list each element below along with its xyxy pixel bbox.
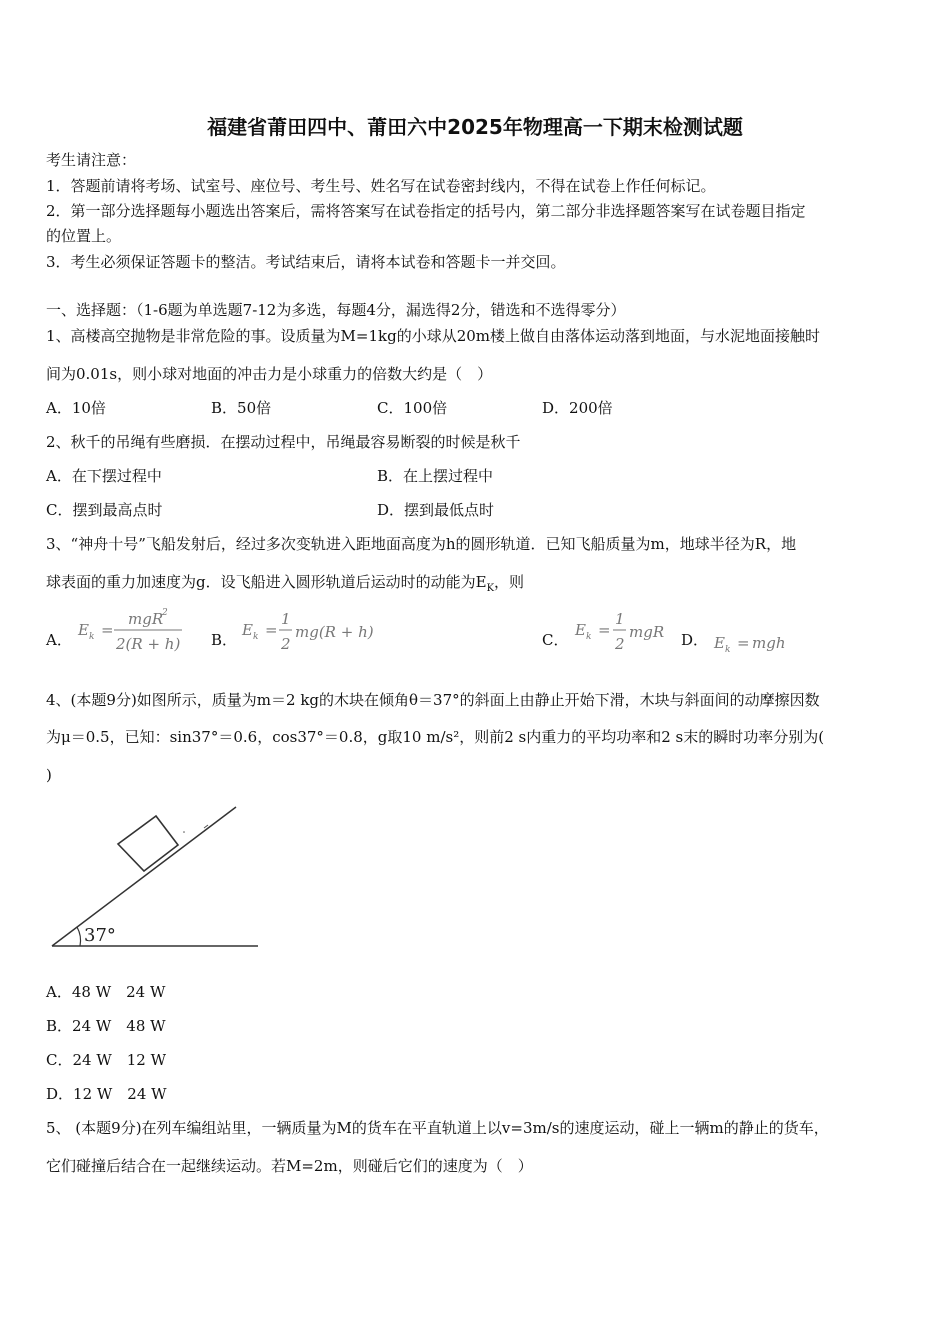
block [118, 816, 178, 871]
q1-option-a: A．10倍 [46, 399, 106, 417]
angle-arc [77, 927, 81, 946]
angle-label: 37° [84, 925, 116, 946]
formula-b-den: 2 [281, 635, 291, 653]
formula-c-den: 2 [615, 635, 625, 653]
notice-item-2-cont: 的位置上。 [46, 227, 122, 245]
q1-option-b: B．50倍 [211, 399, 272, 417]
question-1-text-cont: 间为0.01s，则小球对地面的冲击力是小球重力的倍数大约是（ ） [46, 365, 493, 383]
question-4-text-cont: 为μ＝0.5，已知：sin37°＝0.6，cos37°＝0.8，g取10 m/s²，则前2 s内重力的平均功率和2 s末的瞬时功率分别为( [46, 728, 825, 746]
q3-option-d: D． [681, 631, 709, 649]
question-1-text: 1、高楼高空抛物是非常危险的事。设质量为M=1kg的小球从20m楼上做自由落体运动落到地面，与水泥地面接触时 [46, 327, 821, 345]
formula-d-rest: mgh [752, 634, 786, 652]
formula-c-lhs: E [575, 621, 586, 639]
q3-option-a: A． [46, 631, 72, 649]
notice-item-3: 3．考生必须保证答题卡的整洁。考试结束后，请将本试卷和答题卡一并交回。 [46, 253, 566, 271]
formula-b-lhs: E [242, 621, 253, 639]
formula-b-rest: mg(R + h) [295, 623, 374, 641]
q3-ek-subscript: K [486, 583, 495, 594]
q2-option-c: C．摆到最高点时 [46, 501, 163, 519]
notice-item-1: 1．答题前请将考场、试室号、座位号、考生号、姓名写在试卷密封线内，不得在试卷上作任何标记。 [46, 177, 716, 195]
q1-option-d: D．200倍 [542, 399, 613, 417]
incline-diagram [46, 800, 266, 956]
q2-option-b: B．在上摆过程中 [377, 467, 494, 485]
formula-c-rest: mgR [629, 623, 665, 641]
svg-text:=: = [265, 621, 278, 639]
formula-a-den: 2(R + h) [116, 635, 181, 653]
formula-c-num: 1 [615, 610, 625, 628]
incline-line [52, 807, 236, 946]
formula-a-sup: 2 [162, 608, 168, 618]
question-4-text-end: ) [46, 766, 52, 784]
formula-a-num: mgR [128, 610, 164, 628]
notice-heading: 考生请注意： [46, 151, 137, 169]
q4-option-a: A．48 W 24 W [46, 983, 166, 1001]
question-4-text: 4、(本题9分)如图所示，质量为m＝2 kg的木块在倾角θ＝37°的斜面上由静止开始下滑，木块与斜面间的动摩擦因数 [46, 691, 820, 709]
formula-d-sub: k [725, 645, 731, 655]
question-3-text-cont [46, 572, 524, 599]
page-title: 福建省莆田四中、莆田六中2025年物理高一下期末检测试题 [207, 115, 743, 139]
q3-option-c: C． [542, 631, 569, 649]
q1-option-c: C．100倍 [377, 399, 448, 417]
q4-option-b: B．24 W 48 W [46, 1017, 166, 1035]
q3-formula-d [712, 604, 802, 660]
svg-text:=: = [101, 621, 114, 639]
q2-option-a: A．在下摆过程中 [46, 467, 162, 485]
formula-b-num: 1 [281, 610, 291, 628]
q4-option-c: C．24 W 12 W [46, 1051, 167, 1069]
q3-text-main: 球表面的重力加速度为g．设飞船进入圆形轨道后运动时的动能为E [46, 573, 487, 591]
q3-option-b: B． [211, 631, 238, 649]
formula-a-lhs: E [78, 621, 89, 639]
q2-option-d: D．摆到最低点时 [377, 501, 495, 519]
formula-c-sub: k [586, 632, 592, 642]
question-3-text: 3、“神舟十号”飞船发射后，经过多次变轨进入距地面高度为h的圆形轨道．已知飞船质量为m，地球半径为R，地 [46, 535, 797, 553]
q3-text-end: ，则 [494, 573, 525, 591]
formula-d-lhs: E [714, 634, 725, 652]
q3-formula-b [240, 604, 390, 660]
formula-b-sub: k [253, 632, 259, 642]
notice-item-2: 2．第一部分选择题每小题选出答案后，需将答案写在试卷指定的括号内，第二部分非选择题答案写在试卷题目指定 [46, 202, 806, 220]
formula-a-sub: k [89, 632, 95, 642]
svg-text:=: = [737, 634, 750, 652]
q4-option-d: D．12 W 24 W [46, 1085, 167, 1103]
section-heading: 一、选择题：（1-6题为单选题7-12为多选，每题4分，漏选得2分，错选和不选得零分） [46, 301, 626, 319]
q3-formula-c [573, 604, 673, 660]
question-2-text: 2、秋千的吊绳有些磨损．在摆动过程中，吊绳最容易断裂的时候是秋千 [46, 433, 521, 451]
question-5-text: 5、 (本题9分)在列车编组站里，一辆质量为M的货车在平直轨道上以v=3m/s的速度运动，碰上一辆m的静止的货车， [46, 1119, 829, 1137]
q3-formula-a [76, 604, 196, 660]
svg-text:=: = [598, 621, 611, 639]
question-5-text-cont: 它们碰撞后结合在一起继续运动。若M=2m，则碰后它们的速度为（ ） [46, 1157, 533, 1175]
